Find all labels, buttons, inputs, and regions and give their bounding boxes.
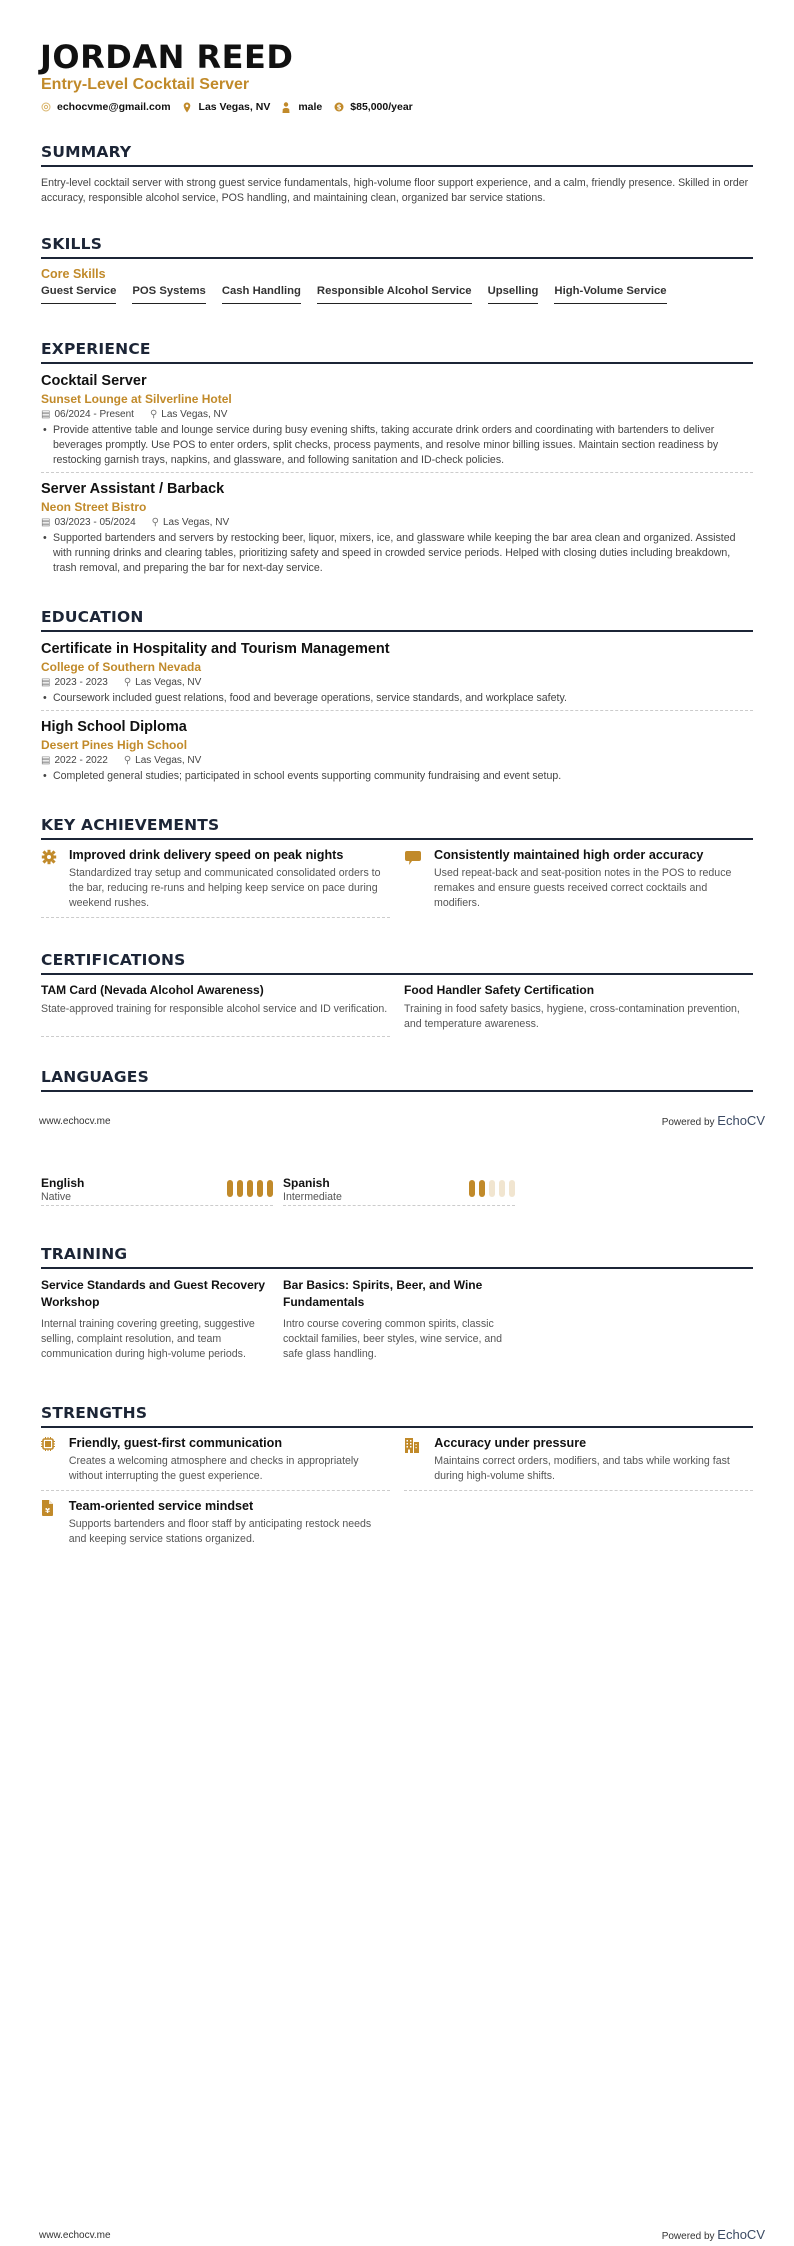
education-location: Las Vegas, NV <box>135 677 202 688</box>
achievement-title: Consistently maintained high order accuracy <box>434 848 704 862</box>
job-dates: 06/2024 - Present <box>54 409 134 420</box>
education-meta <box>41 755 753 766</box>
section-divider <box>41 630 753 632</box>
powered-by-label: Powered by <box>661 1117 715 1128</box>
language-name: Spanish <box>283 1176 330 1190</box>
degree-title: Certificate in Hospitality and Tourism Management <box>41 641 390 657</box>
dollar-coin-icon <box>334 102 344 112</box>
footer-site-link[interactable]: www.echocv.me <box>39 2230 111 2241</box>
section-heading: LANGUAGES <box>41 1068 149 1086</box>
footer-powered-by[interactable] <box>662 1113 765 1128</box>
education-dates: 2023 - 2023 <box>54 677 108 688</box>
experience-entry <box>41 481 753 576</box>
skill-tag: Responsible Alcohol Service <box>317 285 472 304</box>
proficiency-bar <box>237 1180 243 1197</box>
map-pin-icon: ⚲ <box>149 409 158 420</box>
training-section <box>41 1245 753 1362</box>
training-title: Service Standards and Guest Recovery Workshop <box>41 1278 266 1309</box>
proficiency-bar <box>227 1180 233 1197</box>
section-heading: EXPERIENCE <box>41 340 151 358</box>
at-icon <box>41 102 51 112</box>
language-item <box>41 1176 273 1206</box>
languages-list <box>41 1176 753 1206</box>
education-bullet: • Completed general studies; participated in school events supporting community fundraising and event setup. <box>41 769 753 784</box>
skill-tag: High-Volume Service <box>554 285 666 304</box>
certification-item <box>41 983 390 1037</box>
chip-icon <box>41 1436 57 1484</box>
section-divider <box>41 1426 753 1428</box>
training-desc: Internal training covering greeting, suggestive selling, complaint resolution, and team communication during high-volume periods. <box>41 1318 255 1360</box>
contact-salary-text: $85,000/year <box>350 101 413 113</box>
education-section <box>41 608 753 784</box>
strengths-grid <box>41 1436 753 1491</box>
map-pin-icon <box>183 102 193 113</box>
contact-gender-text: male <box>298 101 323 113</box>
svg-text:¥: ¥ <box>45 1507 50 1515</box>
proficiency-bar <box>489 1180 495 1197</box>
skill-tag: Cash Handling <box>222 285 301 304</box>
language-proficiency-bars <box>227 1180 273 1197</box>
section-divider <box>41 257 753 259</box>
brand-name: EchoCV <box>717 2227 765 2242</box>
experience-section <box>41 340 753 576</box>
section-divider <box>41 1090 753 1092</box>
achievement-item <box>41 848 390 918</box>
training-grid <box>41 1277 753 1362</box>
experience-entry <box>41 373 753 473</box>
brand-name: EchoCV <box>717 1113 765 1128</box>
achievements-section <box>41 816 753 918</box>
powered-by-label: Powered by <box>661 2231 715 2242</box>
gear-icon <box>41 848 57 911</box>
calendar-icon: ▤ <box>41 677 51 688</box>
job-location: Las Vegas, NV <box>162 517 230 528</box>
education-location: Las Vegas, NV <box>135 755 202 766</box>
job-dates: 03/2023 - 05/2024 <box>54 517 136 528</box>
certification-item <box>404 983 753 1037</box>
education-entry <box>41 641 753 711</box>
section-heading: KEY ACHIEVEMENTS <box>41 816 220 834</box>
strength-item <box>404 1436 753 1491</box>
building-icon <box>404 1436 422 1484</box>
education-dates: 2022 - 2022 <box>54 755 108 766</box>
section-heading: EDUCATION <box>41 608 144 626</box>
strengths-section <box>41 1404 753 1553</box>
section-divider <box>41 1267 753 1269</box>
map-pin-icon: ⚲ <box>151 517 159 528</box>
degree-title: High School Diploma <box>41 719 187 735</box>
achievement-title: Improved drink delivery speed on peak nights <box>69 848 344 862</box>
skill-tag: Guest Service <box>41 285 116 304</box>
strengths-grid-row-2 <box>41 1499 753 1553</box>
contact-row <box>41 101 413 113</box>
skill-tag: Upselling <box>488 285 539 304</box>
summary-text: Entry-level cocktail server with strong guest service fundamentals, high-volume floor support experience, and a calm, friendly presence. Skilled in order accuracy, responsible alcohol service, POS handling, and maintaining clean, organized bar service stations. <box>41 177 749 204</box>
section-divider <box>41 362 753 364</box>
section-heading: STRENGTHS <box>41 1404 148 1422</box>
contact-location-text: Las Vegas, NV <box>198 101 271 113</box>
certification-title: TAM Card (Nevada Alcohol Awareness) <box>41 983 264 997</box>
section-heading: SKILLS <box>41 235 103 253</box>
yen-document-icon <box>41 1499 57 1547</box>
job-title: Server Assistant / Barback <box>41 481 225 497</box>
language-proficiency-bars <box>469 1180 515 1197</box>
footer-site-link[interactable]: www.echocv.me <box>39 1116 111 1127</box>
languages-section <box>41 1068 753 1092</box>
strength-desc: Creates a welcoming atmosphere and checks in appropriately without interrupting the guest experience. <box>68 1455 359 1482</box>
proficiency-bar <box>479 1180 485 1197</box>
strength-desc: Maintains correct orders, modifiers, and tabs while working fast during high-volume shifts. <box>434 1455 730 1482</box>
school-name: College of Southern Nevada <box>41 660 202 674</box>
map-pin-icon: ⚲ <box>123 755 132 766</box>
skills-list <box>41 285 753 304</box>
calendar-icon: ▤ <box>41 755 51 766</box>
achievement-desc: Used repeat-back and seat-position notes in the POS to reduce remakes and ensure guests received correct cocktails and modifiers. <box>434 867 732 909</box>
achievement-item <box>404 848 753 918</box>
calendar-icon: ▤ <box>41 409 51 420</box>
achievements-grid <box>41 848 753 918</box>
proficiency-bar <box>509 1180 515 1197</box>
summary-section <box>41 143 753 206</box>
training-item <box>41 1277 273 1362</box>
proficiency-bar <box>257 1180 263 1197</box>
svg-text:$: $ <box>336 103 342 112</box>
strength-desc: Supports bartenders and floor staff by anticipating restock needs and keeping service stations organized. <box>68 1518 372 1545</box>
contact-email-text: echocvme@gmail.com <box>57 101 171 113</box>
proficiency-bar <box>469 1180 475 1197</box>
education-entry <box>41 719 753 784</box>
strength-title: Accuracy under pressure <box>434 1436 587 1450</box>
section-divider <box>41 838 753 840</box>
achievement-desc: Standardized tray setup and communicated consolidated orders to the bar, reducing re-runs and helping keep service on pace during weekend rushes. <box>69 867 381 909</box>
section-heading: TRAINING <box>41 1245 128 1263</box>
language-item <box>283 1176 515 1206</box>
skills-section <box>41 235 753 304</box>
strength-item <box>41 1499 390 1553</box>
certifications-grid <box>41 983 753 1037</box>
job-bullet: • Supported bartenders and servers by restocking beer, liquor, mixers, ice, and glassware while keeping the bar area clean and organized. Assisted with running drinks and clearing tables, prioritizing safety and speed in crowded service periods. Helped with closing duties including breakdown, trash removal, and preparing the bar for next-day service. <box>41 531 753 576</box>
skills-subheading: Core Skills <box>41 267 106 281</box>
section-divider <box>41 165 753 167</box>
certification-title: Food Handler Safety Certification <box>404 983 595 997</box>
section-divider <box>41 973 753 975</box>
speech-bubble-icon <box>404 848 422 912</box>
candidate-name: JORDAN REED <box>40 38 294 76</box>
language-level: Native <box>41 1191 72 1203</box>
contact-location <box>183 101 271 113</box>
contact-gender <box>282 101 322 113</box>
map-pin-icon: ⚲ <box>123 677 132 688</box>
proficiency-bar <box>499 1180 505 1197</box>
certifications-section <box>41 951 753 1037</box>
skill-tag: POS Systems <box>132 285 205 304</box>
company-name: Sunset Lounge at Silverline Hotel <box>41 392 232 406</box>
candidate-title: Entry-Level Cocktail Server <box>41 76 250 93</box>
strength-item <box>41 1436 390 1491</box>
language-level: Intermediate <box>283 1191 342 1203</box>
job-bullet: • Provide attentive table and lounge service during busy evening shifts, taking accurate drink orders and coordinating with bartenders to deliver beverages promptly. Use POS to enter orders, split checks, process payments, and resolve minor billing issues. Maintain section readiness by restocking garnish trays, napkins, and glassware, and following sanitation and ID-check policies. <box>41 423 753 468</box>
calendar-icon: ▤ <box>41 517 51 528</box>
language-name: English <box>41 1176 85 1190</box>
training-desc: Intro course covering common spirits, classic cocktail families, beer styles, wine service, and safe glass handling. <box>283 1318 503 1360</box>
person-icon <box>282 102 292 113</box>
company-name: Neon Street Bistro <box>41 500 147 514</box>
strength-title: Friendly, guest-first communication <box>68 1436 283 1450</box>
job-meta <box>41 517 753 528</box>
school-name: Desert Pines High School <box>41 738 188 752</box>
education-meta <box>41 677 753 688</box>
certification-desc: Training in food safety basics, hygiene, cross-contamination prevention, and temperature awareness. <box>404 1003 740 1030</box>
footer-powered-by[interactable] <box>662 2227 765 2242</box>
education-bullet: • Coursework included guest relations, food and beverage operations, service standards, and workplace safety. <box>41 691 753 706</box>
training-item <box>283 1277 515 1362</box>
job-meta <box>41 409 753 420</box>
strength-title: Team-oriented service mindset <box>68 1499 254 1513</box>
job-title: Cocktail Server <box>41 373 147 389</box>
proficiency-bar <box>247 1180 253 1197</box>
section-heading: CERTIFICATIONS <box>41 951 186 969</box>
contact-salary <box>334 101 412 113</box>
section-heading: SUMMARY <box>41 143 132 161</box>
proficiency-bar <box>267 1180 273 1197</box>
job-location: Las Vegas, NV <box>161 409 228 420</box>
training-title: Bar Basics: Spirits, Beer, and Wine Fundamentals <box>283 1278 483 1309</box>
contact-email[interactable] <box>41 101 171 113</box>
certification-desc: State-approved training for responsible alcohol service and ID verification. <box>41 1003 388 1015</box>
